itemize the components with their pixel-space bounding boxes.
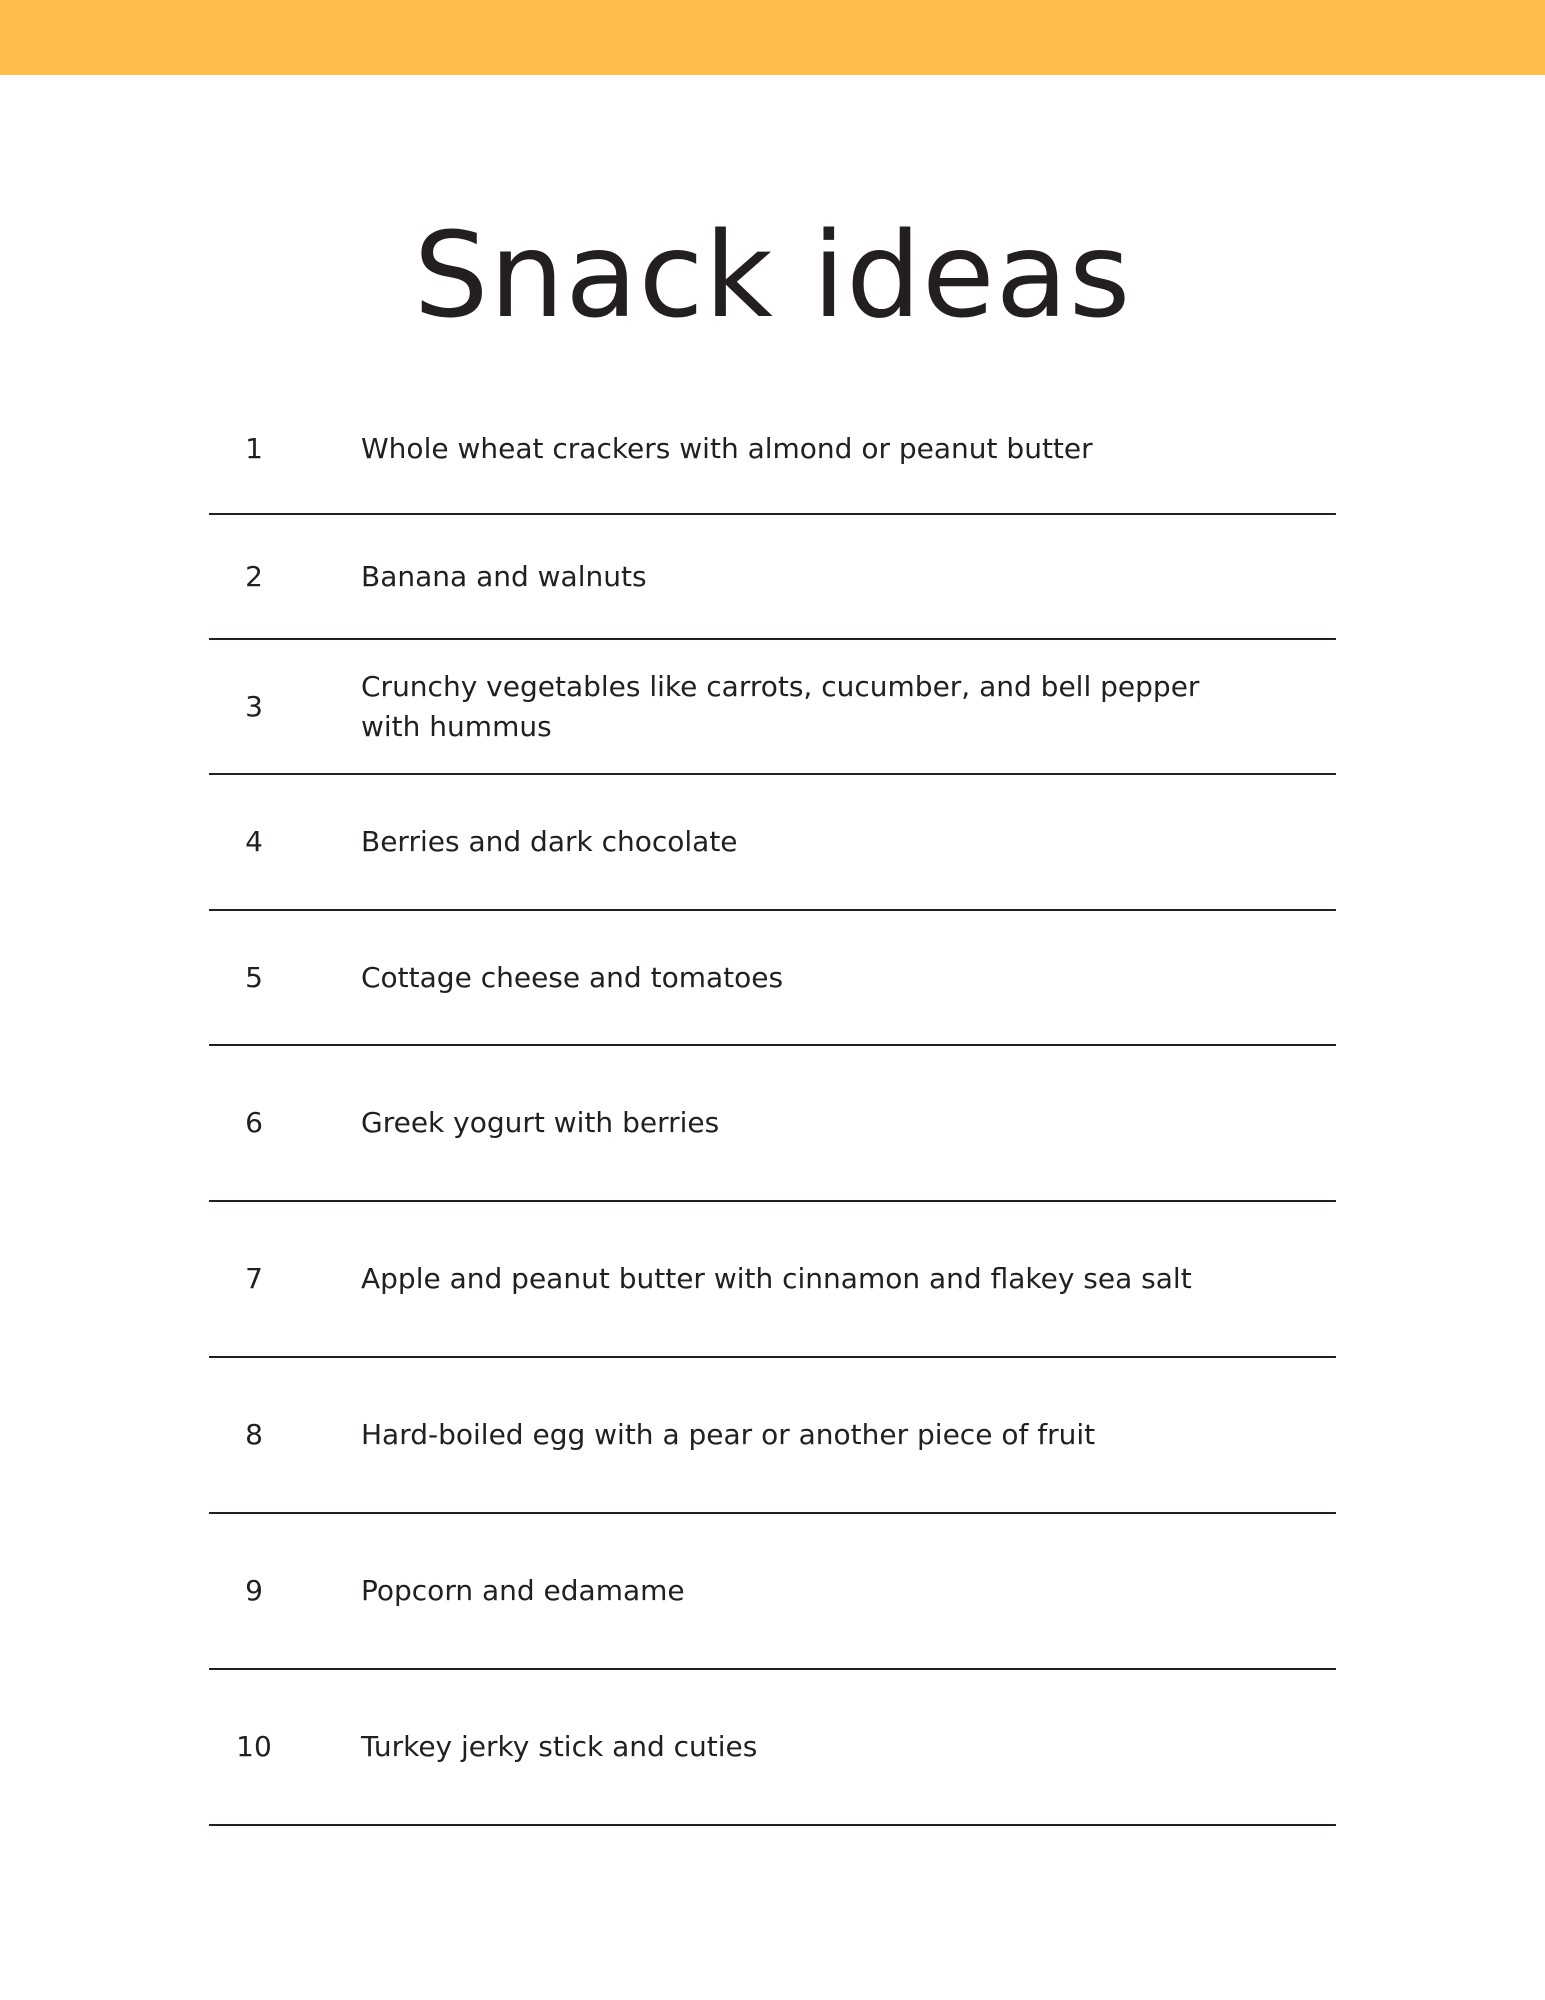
list-item [209,385,1336,515]
list-item [209,1670,1336,1826]
item-number: 9 [245,1574,263,1607]
item-text: Hard-boiled egg with a pear or another piece of fruit [361,1418,1096,1451]
list-item [209,1514,1336,1670]
item-text: Apple and peanut butter with cinnamon and flakey sea salt [361,1262,1192,1295]
page-title: Snack ideas [413,206,1132,344]
item-number: 1 [245,432,263,465]
item-text: Banana and walnuts [361,559,647,593]
item-text: Popcorn and edamame [361,1574,685,1607]
item-text: Greek yogurt with berries [361,1106,720,1139]
list-item [209,1202,1336,1358]
list-item [209,911,1336,1046]
list-item [209,1358,1336,1514]
item-text: Cottage cheese and tomatoes [361,960,784,994]
list-item [209,515,1336,640]
list-item [209,775,1336,911]
item-number: 7 [245,1262,263,1295]
list-item [209,1046,1336,1202]
item-text: Whole wheat crackers with almond or peanut butter [361,432,1093,465]
item-number: 3 [245,689,263,723]
item-number: 8 [245,1418,263,1451]
item-text: Turkey jerky stick and cuties [361,1730,758,1763]
list-item [209,640,1336,775]
item-number: 5 [245,960,263,994]
item-number: 10 [236,1730,272,1763]
item-number: 2 [245,559,263,593]
header-accent-band [0,0,1545,75]
item-number: 4 [245,825,263,858]
item-number: 6 [245,1106,263,1139]
item-text: Crunchy vegetables like carrots, cucumber, and bell pepper with hummus [361,669,1200,743]
item-text: Berries and dark chocolate [361,825,738,858]
snack-list [209,385,1336,1826]
